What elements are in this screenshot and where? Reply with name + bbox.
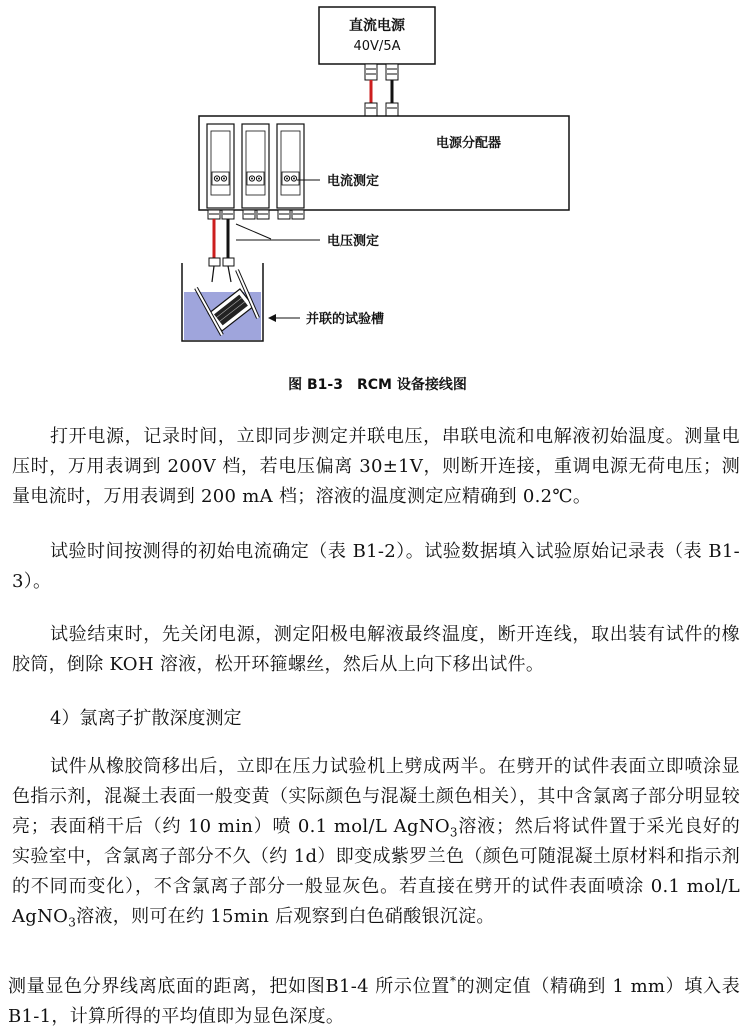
meter-module-1 xyxy=(207,124,234,208)
power-supply-rating: 40V/5A xyxy=(353,39,401,54)
parallel-cell-label: 并联的试验槽 xyxy=(306,312,385,327)
figure-caption xyxy=(0,374,755,394)
parallel-test-cell xyxy=(182,263,263,341)
current-measure-label: 电流测定 xyxy=(327,174,380,189)
paragraph-measure-depth xyxy=(8,972,740,1032)
section-heading-chloride-depth: 4）氯离子扩散深度测定 xyxy=(50,708,242,729)
chloride-text-2: 溶液；然后将试件置于采光良好的实验室中，含氯离子部分不久（约 1d）即变成紫罗兰色（颜色可随混凝土原材料和指示剂的不同而变化），不含氯离子部分一般显灰色。若直接在劈开的试件表面喷涂 0.1 mol/L AgNO xyxy=(12,816,740,927)
dc-power-supply-box xyxy=(319,7,435,64)
rcm-wiring-diagram xyxy=(0,0,755,370)
subscript-3-a: 3 xyxy=(449,825,458,840)
distributor-label: 电源分配器 xyxy=(436,136,502,151)
caption-prefix: 图 B1-3 xyxy=(288,377,343,393)
subscript-3-b: 3 xyxy=(68,915,77,930)
measure-text-2: 的测定值（精确到 1 mm）填入表B1-1，计算所得的平均值即为显色深度。 xyxy=(8,976,740,1027)
paragraph-test-duration: 试验时间按测得的初始电流确定（表 B1-2）。试验数据填入试验原始记录表（表 B1-3）。 xyxy=(12,541,740,592)
chloride-text-1: 试件从橡胶筒移出后，立即在压力试验机上劈成两半。在劈开的试件表面立即喷涂显色指示剂，混凝土表面一般变黄（实际颜色与混凝土颜色相关），其中含氯离子部分明显较亮；表面稍干后（约 10 min）喷 0.1 mol/L AgNO xyxy=(12,756,740,837)
paragraph-chloride-procedure xyxy=(12,752,740,932)
ps-terminal-negative xyxy=(386,64,398,80)
paragraph-test-end: 试验结束时，先关闭电源，测定阳极电解液最终温度，断开连线，取出装有试件的橡胶筒，倒除 KOH 溶液，松开环箍螺丝，然后从上向下移出试件。 xyxy=(12,624,740,675)
power-supply-title: 直流电源 xyxy=(349,18,405,34)
paragraph-power-on: 打开电源，记录时间，立即同步测定并联电压，串联电流和电解液初始温度。测量电压时，万用表调到 200V 档，若电压偏离 30±1V，则断开连接，重调电源无荷电压；测量电流时，万用表调到 200 mA 档；溶液的温度测定应精确到 0.2℃。 xyxy=(12,426,740,507)
distributor-bottom-terminals xyxy=(208,210,304,219)
chloride-text-3: 溶液，则可在约 15min 后观察到白色硝酸银沉淀。 xyxy=(76,906,495,927)
voltage-measure-label: 电压测定 xyxy=(327,234,380,249)
meter-module-2 xyxy=(242,124,269,208)
measure-text-1: 测量显色分界线离底面的距离，把如图B1-4 所示位置 xyxy=(8,976,450,997)
asterisk-mark: * xyxy=(449,974,457,988)
meter-module-3 xyxy=(277,124,304,208)
ps-terminal-positive xyxy=(365,64,377,80)
caption-text: RCM 设备接线图 xyxy=(356,377,467,393)
